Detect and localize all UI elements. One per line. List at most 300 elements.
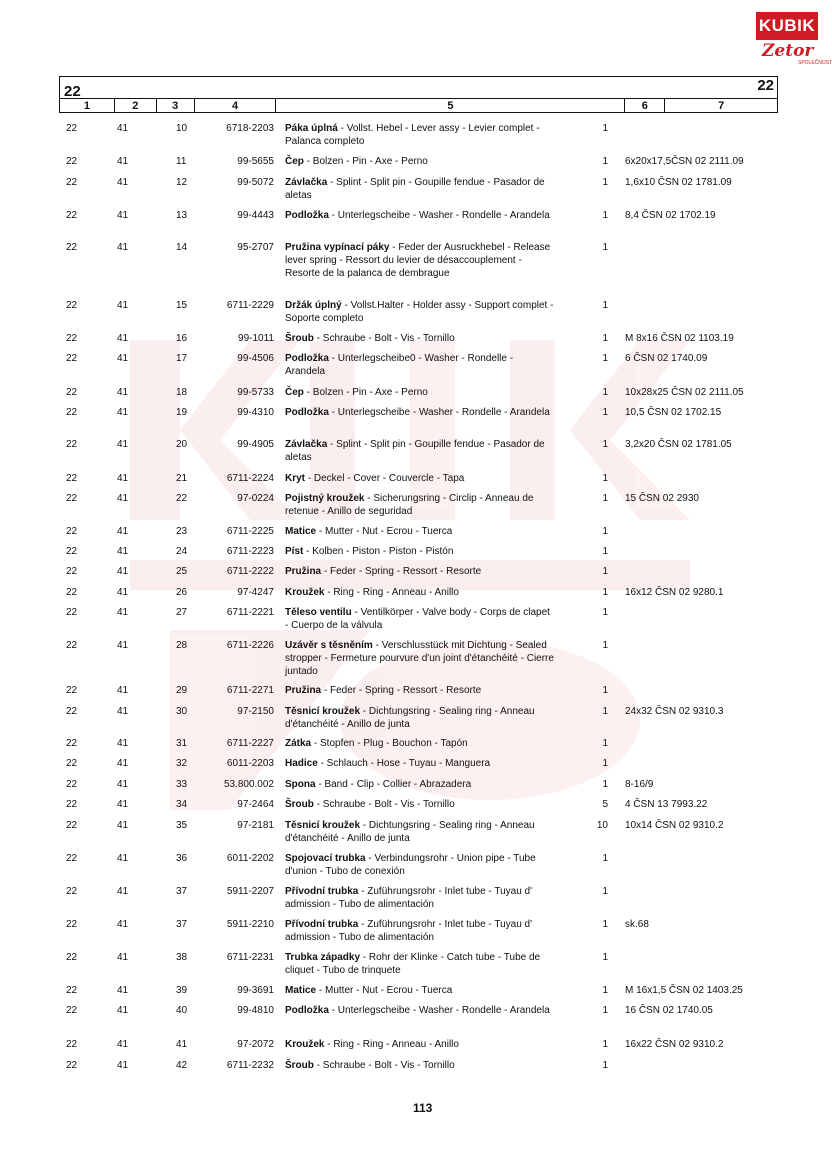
cell-subgroup: 41 xyxy=(117,820,129,831)
cell-part-number: 99-5733 xyxy=(237,387,274,398)
part-translations: - Bolzen - Pin - Axe - Perno xyxy=(303,156,428,167)
part-name-czech: Těleso ventilu xyxy=(285,607,352,618)
section-header xyxy=(59,76,778,113)
part-translations: - Bolzen - Pin - Axe - Perno xyxy=(303,387,428,398)
cell-quantity: 1 xyxy=(602,566,608,577)
cell-subgroup: 41 xyxy=(117,353,129,364)
cell-part-number: 6711-2224 xyxy=(226,473,274,484)
cell-note: 4 ČSN 13 7993.22 xyxy=(625,799,708,810)
cell-subgroup: 41 xyxy=(117,1039,129,1050)
part-translations: - Mutter - Nut - Ecrou - Tuerca xyxy=(316,526,453,537)
cell-quantity: 1 xyxy=(602,242,608,253)
cell-group: 22 xyxy=(66,738,78,749)
cell-quantity: 1 xyxy=(602,607,608,618)
cell-position: 40 xyxy=(176,1005,188,1016)
part-translations: - Stopfen - Plug - Bouchon - Tapón xyxy=(311,738,468,749)
cell-group: 22 xyxy=(66,587,78,598)
cell-quantity: 1 xyxy=(602,1060,608,1071)
cell-quantity: 1 xyxy=(602,353,608,364)
part-name-czech: Čep xyxy=(285,156,304,167)
cell-subgroup: 41 xyxy=(117,526,129,537)
cell-description xyxy=(285,852,555,878)
part-translations: - Splint - Split pin - Goupille fendue - Pasador de aletas xyxy=(285,177,545,201)
cell-subgroup: 41 xyxy=(117,439,129,450)
cell-quantity: 1 xyxy=(602,493,608,504)
cell-part-number: 6711-2231 xyxy=(226,952,274,963)
cell-group: 22 xyxy=(66,820,78,831)
cell-group: 22 xyxy=(66,607,78,618)
cell-group: 22 xyxy=(66,886,78,897)
part-translations: - Schlauch - Hose - Tuyau - Manguera xyxy=(317,758,491,769)
cell-description xyxy=(285,545,555,558)
cell-description xyxy=(285,176,555,202)
cell-quantity: 1 xyxy=(602,952,608,963)
part-translations: - Schraube - Bolt - Vis - Tornillo xyxy=(313,1060,455,1071)
cell-description xyxy=(285,155,555,168)
cell-description xyxy=(285,1004,555,1017)
cell-note: 3,2x20 ČSN 02 1781.05 xyxy=(625,439,732,450)
cell-part-number: 6711-2271 xyxy=(226,685,274,696)
cell-part-number: 99-4810 xyxy=(237,1005,274,1016)
col-header-4: 4 xyxy=(195,99,277,113)
cell-position: 21 xyxy=(176,473,188,484)
col-header-5: 5 xyxy=(276,99,625,113)
cell-position: 25 xyxy=(176,566,188,577)
cell-part-number: 97-0224 xyxy=(237,493,274,504)
cell-position: 14 xyxy=(176,242,188,253)
cell-position: 18 xyxy=(176,387,188,398)
cell-part-number: 5911-2210 xyxy=(226,919,274,930)
cell-subgroup: 41 xyxy=(117,952,129,963)
cell-quantity: 1 xyxy=(602,177,608,188)
part-name-czech: Spona xyxy=(285,779,316,790)
cell-position: 13 xyxy=(176,210,188,221)
cell-part-number: 6711-2226 xyxy=(226,640,274,651)
cell-note: 1,6x10 ČSN 02 1781.09 xyxy=(625,177,732,188)
cell-part-number: 99-4310 xyxy=(237,407,274,418)
cell-description xyxy=(285,386,555,399)
cell-description xyxy=(285,1038,555,1051)
part-translations: - Sicherungsring - Circlip - Anneau de retenue - Anillo de seguridad xyxy=(285,493,534,517)
cell-subgroup: 41 xyxy=(117,758,129,769)
cell-subgroup: 41 xyxy=(117,779,129,790)
cell-subgroup: 41 xyxy=(117,300,129,311)
cell-description xyxy=(285,472,555,485)
cell-quantity: 1 xyxy=(602,587,608,598)
cell-group: 22 xyxy=(66,546,78,557)
part-name-czech: Kroužek xyxy=(285,587,325,598)
part-translations: - Kolben - Piston - Piston - Pistón xyxy=(303,546,454,557)
part-name-czech: Podložka xyxy=(285,353,329,364)
cell-part-number: 6711-2229 xyxy=(226,300,274,311)
cell-part-number: 97-2181 xyxy=(237,820,274,831)
cell-position: 16 xyxy=(176,333,188,344)
part-name-czech: Trubka západky xyxy=(285,952,361,963)
cell-quantity: 1 xyxy=(602,210,608,221)
cell-part-number: 6711-2221 xyxy=(226,607,274,618)
part-name-czech: Píst xyxy=(285,546,304,557)
cell-description xyxy=(285,705,555,731)
cell-subgroup: 41 xyxy=(117,799,129,810)
cell-position: 39 xyxy=(176,985,188,996)
part-name-czech: Těsnicí kroužek xyxy=(285,706,361,717)
cell-description xyxy=(285,492,555,518)
section-number-left: 22 xyxy=(64,83,81,100)
cell-subgroup: 41 xyxy=(117,333,129,344)
cell-group: 22 xyxy=(66,1005,78,1016)
cell-part-number: 99-4443 xyxy=(237,210,274,221)
part-translations: - Splint - Split pin - Goupille fendue - Pasador de aletas xyxy=(285,439,545,463)
part-translations: - Ring - Ring - Anneau - Anillo xyxy=(324,587,459,598)
part-name-czech: Přívodní trubka xyxy=(285,919,359,930)
part-name-czech: Šroub xyxy=(285,333,314,344)
part-name-czech: Podložka xyxy=(285,1005,329,1016)
part-name-czech: Kryt xyxy=(285,473,306,484)
cell-position: 33 xyxy=(176,779,188,790)
cell-quantity: 1 xyxy=(602,333,608,344)
cell-note: 8,4 ČSN 02 1702.19 xyxy=(625,210,716,221)
part-translations: - Vollst.Halter - Holder assy - Support complet - Soporte completo xyxy=(285,300,554,324)
cell-note: 16 ČSN 02 1740.05 xyxy=(625,1005,713,1016)
cell-subgroup: 41 xyxy=(117,242,129,253)
cell-subgroup: 41 xyxy=(117,123,129,134)
cell-quantity: 1 xyxy=(602,387,608,398)
cell-quantity: 1 xyxy=(602,439,608,450)
part-name-czech: Přívodní trubka xyxy=(285,886,359,897)
part-name-czech: Pružina vypínací páky xyxy=(285,242,390,253)
cell-subgroup: 41 xyxy=(117,919,129,930)
cell-position: 37 xyxy=(176,919,188,930)
cell-description xyxy=(285,1059,555,1072)
cell-subgroup: 41 xyxy=(117,177,129,188)
cell-quantity: 1 xyxy=(602,919,608,930)
cell-subgroup: 41 xyxy=(117,546,129,557)
part-translations: - Zuführungsrohr - Inlet tube - Tuyau d' admission - Tubo de alimentación xyxy=(285,886,533,910)
cell-subgroup: 41 xyxy=(117,685,129,696)
part-translations: - Feder - Spring - Ressort - Resorte xyxy=(321,566,482,577)
part-translations: - Unterlegscheibe - Washer - Rondelle - Arandela xyxy=(328,407,550,418)
cell-position: 41 xyxy=(176,1039,188,1050)
cell-note: 6 ČSN 02 1740.09 xyxy=(625,353,708,364)
part-name-czech: Spojovací trubka xyxy=(285,853,366,864)
cell-position: 29 xyxy=(176,685,188,696)
cell-subgroup: 41 xyxy=(117,387,129,398)
cell-position: 34 xyxy=(176,799,188,810)
part-translations: - Dichtungsring - Sealing ring - Anneau d'étanchéité - Anillo de junta xyxy=(285,706,535,730)
cell-part-number: 6711-2222 xyxy=(226,566,274,577)
cell-group: 22 xyxy=(66,333,78,344)
part-name-czech: Zátka xyxy=(285,738,312,749)
cell-group: 22 xyxy=(66,685,78,696)
cell-quantity: 1 xyxy=(602,123,608,134)
part-translations: - Unterlegscheibe - Washer - Rondelle - Arandela xyxy=(328,1005,550,1016)
cell-description xyxy=(285,241,555,280)
cell-part-number: 6718-2203 xyxy=(226,123,274,134)
part-name-czech: Páka úplná xyxy=(285,123,338,134)
cell-description xyxy=(285,951,555,977)
cell-subgroup: 41 xyxy=(117,407,129,418)
cell-description xyxy=(285,565,555,578)
part-translations: - Schraube - Bolt - Vis - Tornillo xyxy=(313,333,455,344)
cell-position: 27 xyxy=(176,607,188,618)
cell-subgroup: 41 xyxy=(117,156,129,167)
cell-position: 24 xyxy=(176,546,188,557)
col-header-2: 2 xyxy=(115,99,157,113)
cell-description xyxy=(285,684,555,697)
cell-group: 22 xyxy=(66,473,78,484)
cell-subgroup: 41 xyxy=(117,607,129,618)
cell-subgroup: 41 xyxy=(117,985,129,996)
cell-description xyxy=(285,885,555,911)
cell-subgroup: 41 xyxy=(117,640,129,651)
cell-subgroup: 41 xyxy=(117,886,129,897)
cell-group: 22 xyxy=(66,640,78,651)
part-name-czech: Podložka xyxy=(285,210,329,221)
cell-description xyxy=(285,737,555,750)
col-header-3: 3 xyxy=(157,99,195,113)
cell-quantity: 1 xyxy=(602,738,608,749)
cell-description xyxy=(285,918,555,944)
part-translations: - Feder der Ausruckhebel - Release lever spring - Ressort du levier de désaccouplement - Resorte de la palanca de dembrague xyxy=(285,242,551,279)
cell-note: 6x20x17,5ČSN 02 2111.09 xyxy=(625,156,744,167)
cell-subgroup: 41 xyxy=(117,853,129,864)
cell-position: 36 xyxy=(176,853,188,864)
section-number-right: 22 xyxy=(757,77,774,94)
cell-description xyxy=(285,299,555,325)
cell-group: 22 xyxy=(66,493,78,504)
part-name-czech: Hadice xyxy=(285,758,318,769)
cell-description xyxy=(285,525,555,538)
cell-part-number: 5911-2207 xyxy=(226,886,274,897)
part-translations: - Band - Clip - Collier - Abrazadera xyxy=(315,779,472,790)
cell-description xyxy=(285,757,555,770)
part-translations: - Schraube - Bolt - Vis - Tornillo xyxy=(313,799,455,810)
part-name-czech: Matice xyxy=(285,526,317,537)
cell-description xyxy=(285,778,555,791)
part-translations: - Vollst. Hebel - Lever assy - Levier complet - Palanca completo xyxy=(285,123,540,147)
cell-part-number: 6011-2202 xyxy=(226,853,274,864)
cell-note: 24x32 ČSN 02 9310.3 xyxy=(625,706,724,717)
cell-position: 15 xyxy=(176,300,188,311)
cell-part-number: 99-1011 xyxy=(238,333,274,344)
cell-quantity: 1 xyxy=(602,1005,608,1016)
cell-group: 22 xyxy=(66,566,78,577)
cell-position: 32 xyxy=(176,758,188,769)
cell-description xyxy=(285,819,555,845)
cell-description xyxy=(285,209,555,222)
cell-quantity: 1 xyxy=(602,526,608,537)
cell-subgroup: 41 xyxy=(117,473,129,484)
column-header-row xyxy=(60,98,777,113)
part-translations: - Unterlegscheibe - Washer - Rondelle - Arandela xyxy=(328,210,550,221)
cell-subgroup: 41 xyxy=(117,1005,129,1016)
cell-description xyxy=(285,332,555,345)
cell-position: 37 xyxy=(176,886,188,897)
part-name-czech: Závlačka xyxy=(285,439,328,450)
cell-position: 12 xyxy=(176,177,188,188)
cell-group: 22 xyxy=(66,210,78,221)
cell-group: 22 xyxy=(66,242,78,253)
part-translations: - Ventilkörper - Valve body - Corps de clapet - Cuerpo de la válvula xyxy=(285,607,550,631)
kubik-zetor-logo xyxy=(756,12,832,70)
cell-part-number: 95-2707 xyxy=(237,242,274,253)
part-name-czech: Uzávěr s těsněním xyxy=(285,640,373,651)
cell-group: 22 xyxy=(66,526,78,537)
cell-group: 22 xyxy=(66,1039,78,1050)
cell-subgroup: 41 xyxy=(117,706,129,717)
cell-position: 26 xyxy=(176,587,188,598)
part-translations: - Feder - Spring - Ressort - Resorte xyxy=(321,685,482,696)
cell-group: 22 xyxy=(66,919,78,930)
cell-note: M 16x1,5 ČSN 02 1403.25 xyxy=(625,985,743,996)
cell-position: 22 xyxy=(176,493,188,504)
cell-quantity: 1 xyxy=(602,473,608,484)
cell-part-number: 99-3691 xyxy=(237,985,274,996)
cell-position: 17 xyxy=(176,353,188,364)
cell-note: M 8x16 ČSN 02 1103.19 xyxy=(625,333,734,344)
cell-part-number: 53.800.002 xyxy=(223,779,274,790)
cell-position: 11 xyxy=(176,156,187,167)
cell-group: 22 xyxy=(66,758,78,769)
cell-position: 19 xyxy=(176,407,188,418)
logo-zetor-text: Zetor xyxy=(762,41,814,61)
part-name-czech: Závlačka xyxy=(285,177,328,188)
part-name-czech: Kroužek xyxy=(285,1039,325,1050)
part-translations: - Mutter - Nut - Ecrou - Tuerca xyxy=(316,985,453,996)
cell-note: 10,5 ČSN 02 1702.15 xyxy=(625,407,722,418)
cell-group: 22 xyxy=(66,985,78,996)
cell-subgroup: 41 xyxy=(117,493,129,504)
cell-quantity: 1 xyxy=(602,1039,608,1050)
part-translations: - Verschlusstück mit Dichtung - Sealed stropper - Fermeture pourvure d'un joint d'étanchéité - Cierre juntado xyxy=(285,640,554,677)
cell-group: 22 xyxy=(66,952,78,963)
cell-group: 22 xyxy=(66,156,78,167)
cell-group: 22 xyxy=(66,779,78,790)
cell-quantity: 1 xyxy=(602,546,608,557)
cell-description xyxy=(285,606,555,632)
cell-position: 10 xyxy=(176,123,188,134)
cell-part-number: 97-2150 xyxy=(237,706,274,717)
cell-group: 22 xyxy=(66,853,78,864)
part-name-czech: Držák úplný xyxy=(285,300,342,311)
cell-quantity: 1 xyxy=(602,407,608,418)
col-header-6: 6 xyxy=(625,99,665,113)
cell-subgroup: 41 xyxy=(117,566,129,577)
cell-quantity: 1 xyxy=(602,685,608,696)
cell-group: 22 xyxy=(66,799,78,810)
cell-quantity: 1 xyxy=(602,706,608,717)
cell-quantity: 1 xyxy=(602,779,608,790)
cell-note: 10x28x25 ČSN 02 2111.05 xyxy=(625,387,744,398)
cell-part-number: 97-2464 xyxy=(237,799,274,810)
part-translations: - Deckel - Cover - Couvercle - Tapa xyxy=(305,473,465,484)
cell-part-number: 99-4506 xyxy=(237,353,274,364)
cell-quantity: 1 xyxy=(602,640,608,651)
cell-subgroup: 41 xyxy=(117,1060,129,1071)
part-name-czech: Šroub xyxy=(285,799,314,810)
cell-position: 28 xyxy=(176,640,188,651)
part-translations: - Verbindungsrohr - Union pipe - Tube d'union - Tubo de conexión xyxy=(285,853,536,877)
cell-description xyxy=(285,984,555,997)
cell-position: 42 xyxy=(176,1060,188,1071)
cell-position: 38 xyxy=(176,952,188,963)
cell-quantity: 5 xyxy=(602,799,608,810)
cell-group: 22 xyxy=(66,177,78,188)
cell-quantity: 1 xyxy=(602,300,608,311)
cell-part-number: 6711-2227 xyxy=(226,738,274,749)
cell-quantity: 1 xyxy=(602,156,608,167)
cell-part-number: 97-4247 xyxy=(237,587,274,598)
cell-quantity: 1 xyxy=(602,886,608,897)
part-translations: - Zuführungsrohr - Inlet tube - Tuyau d' admission - Tubo de alimentación xyxy=(285,919,533,943)
cell-group: 22 xyxy=(66,407,78,418)
cell-description xyxy=(285,406,555,419)
part-name-czech: Čep xyxy=(285,387,304,398)
cell-group: 22 xyxy=(66,1060,78,1071)
cell-description xyxy=(285,122,555,148)
cell-note: 16x22 ČSN 02 9310.2 xyxy=(625,1039,724,1050)
part-translations: - Ring - Ring - Anneau - Anillo xyxy=(324,1039,459,1050)
cell-note: 10x14 ČSN 02 9310.2 xyxy=(625,820,724,831)
cell-quantity: 1 xyxy=(602,985,608,996)
cell-description xyxy=(285,352,555,378)
cell-quantity: 1 xyxy=(602,758,608,769)
cell-part-number: 6711-2232 xyxy=(226,1060,274,1071)
cell-description xyxy=(285,438,555,464)
cell-subgroup: 41 xyxy=(117,210,129,221)
cell-note: sk.68 xyxy=(625,919,649,930)
cell-part-number: 6711-2223 xyxy=(226,546,274,557)
part-translations: - Unterlegscheibe0 - Washer - Rondelle - Arandela xyxy=(285,353,514,377)
cell-part-number: 99-4905 xyxy=(237,439,274,450)
col-header-1: 1 xyxy=(60,99,115,113)
cell-part-number: 99-5072 xyxy=(237,177,274,188)
part-name-czech: Těsnicí kroužek xyxy=(285,820,361,831)
cell-position: 35 xyxy=(176,820,188,831)
cell-subgroup: 41 xyxy=(117,738,129,749)
cell-description xyxy=(285,639,555,678)
cell-group: 22 xyxy=(66,387,78,398)
watermark xyxy=(110,330,710,830)
part-name-czech: Šroub xyxy=(285,1060,314,1071)
part-name-czech: Pojistný kroužek xyxy=(285,493,365,504)
cell-position: 31 xyxy=(176,738,188,749)
cell-position: 30 xyxy=(176,706,188,717)
cell-part-number: 97-2072 xyxy=(237,1039,274,1050)
cell-group: 22 xyxy=(66,300,78,311)
cell-quantity: 10 xyxy=(596,820,608,831)
part-name-czech: Pružina xyxy=(285,685,322,696)
part-name-czech: Podložka xyxy=(285,407,329,418)
part-translations: - Dichtungsring - Sealing ring - Anneau d'étanchéité - Anillo de junta xyxy=(285,820,535,844)
cell-note: 16x12 ČSN 02 9280.1 xyxy=(625,587,724,598)
part-translations: - Rohr der Klinke - Catch tube - Tube de cliquet - Tubo de trinquete xyxy=(285,952,541,976)
cell-part-number: 6711-2225 xyxy=(226,526,274,537)
cell-group: 22 xyxy=(66,439,78,450)
cell-group: 22 xyxy=(66,706,78,717)
cell-note: 8-16/9 xyxy=(625,779,654,790)
col-header-7: 7 xyxy=(718,100,725,112)
cell-group: 22 xyxy=(66,123,78,134)
page-number: 113 xyxy=(413,1101,433,1115)
logo-kubik-text: KUBIK xyxy=(756,12,818,40)
logo-tagline: SPOLEČNOST xyxy=(798,60,832,66)
cell-part-number: 99-5655 xyxy=(237,156,274,167)
cell-position: 23 xyxy=(176,526,188,537)
cell-quantity: 1 xyxy=(602,853,608,864)
cell-group: 22 xyxy=(66,353,78,364)
cell-subgroup: 41 xyxy=(117,587,129,598)
